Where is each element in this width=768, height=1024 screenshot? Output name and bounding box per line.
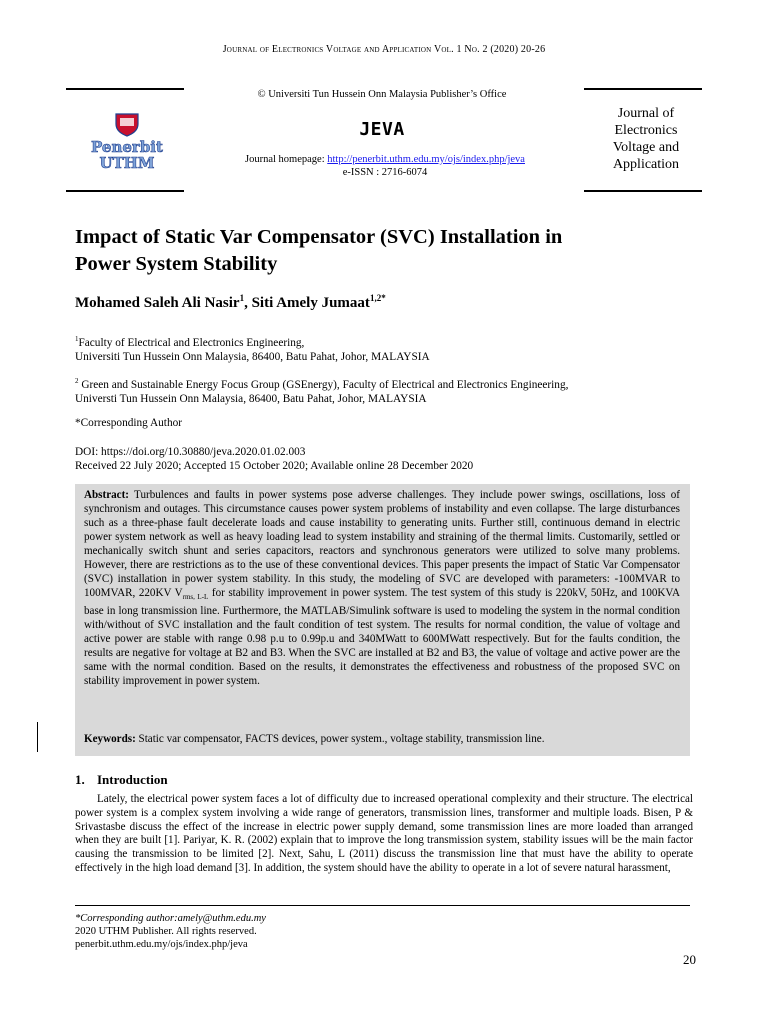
keywords-text: Static var compensator, FACTS devices, power system., voltage stability, transmission line. (135, 733, 545, 745)
journal-name-line: Voltage and (612, 140, 680, 155)
affil-line: Green and Sustainable Energy Focus Group (GSEnergy), Faculty of Electrical and Electronics Engineering, (78, 378, 569, 391)
abstract-text: Turbulences and faults in power systems pose adverse challenges. They include power swings, oscillations, loss of synchronism and outages. This circumstance causes power system problems of instability and even collapse. The large disturbances such as a three-phase fault decelerate loads and cause instability to generating units. Further still, continuous demand in electric power system network as well as heavy loading lead to system instability and straining of the thermal limits. Customarily, settled or mechanically switch shunt and series capacitors, reactors and synchronous generators were utilized to solve many problems. However, there are restrictions as to the use of these conventional devices. This paper presents the impact of Static Var Compensator (SVC) installation in power system stability. In this study, the modeling of SVC are developed with parameters: -100MVAR to 100MVAR, 220KV V (84, 489, 680, 599)
title-line: Impact of Static Var Compensator (SVC) Installation in (75, 226, 563, 248)
journal-name (592, 105, 700, 173)
abstract-subscript: rms, L-L (182, 593, 209, 602)
author-name: Siti Amely Jumaat (251, 295, 370, 311)
journal-name-line: Application (612, 157, 680, 172)
copyright: 2020 UTHM Publisher. All rights reserved. (75, 926, 257, 937)
footer-url: penerbit.uthm.edu.my/ojs/index.php/jeva (75, 939, 248, 950)
abstract-label: Abstract: (84, 489, 129, 501)
journal-name-line: Electronics (614, 123, 678, 138)
text-cursor (37, 722, 38, 752)
paragraph-text: Lately, the electrical power system faces a lot of difficulty due to increased operational complexity and their structure. The electrical power system is a complex system involving a wide range of generators, transmission lines, transformer and multiple loads. Bisen, P & Srivastasbe discuss the effect of the increase in electric power supply demand, some transmission lines are more loaded than arranged when they are built [1]. Pariyar, K. R. (2002) explain that to improve the long transmission system, stability issues will be the main factor causing the transmission to be limited [2]. Next, Sahu, L (2011) discuss the transmission line that must have the ability to operate effectively in the high load demand [3]. In addition, the system should have the ability to operate in a lot of severe natural harassment, (75, 793, 693, 874)
penerbit-uthm-logo (80, 112, 175, 174)
affiliation-1 (75, 332, 715, 364)
affiliation-2 (75, 374, 715, 406)
journal-name-line: Journal of (617, 106, 675, 121)
abstract (84, 488, 680, 688)
section-number: 1. (75, 772, 85, 787)
homepage-link[interactable]: http://penerbit.uthm.edu.my/ojs/index.php/jeva (327, 154, 525, 165)
section-heading (75, 772, 168, 788)
section-title: Introduction (97, 772, 168, 787)
header-rule-left-bottom (66, 190, 184, 192)
article-title (75, 224, 705, 278)
affil-line: Faculty of Electrical and Electronics Engineering, (78, 336, 305, 349)
header-rule-right-top (584, 88, 702, 90)
keywords (84, 733, 680, 745)
affil-mark: 2 (75, 377, 79, 385)
article-dates: Received 22 July 2020; Accepted 15 October 2020; Available online 28 December 2020 (75, 460, 474, 472)
title-line: Power System Stability (75, 253, 278, 275)
doi: DOI: https://doi.org/10.30880/jeva.2020.01.02.003 (75, 446, 306, 458)
corresponding-email: *Corresponding author:amely@uthm.edu.my (75, 913, 266, 924)
author-affil-mark: 1 (239, 293, 245, 303)
body-paragraph (75, 793, 693, 876)
affil-line: Universiti Tun Hussein Onn Malaysia, 86400, Batu Pahat, Johor, MALAYSIA (75, 350, 430, 363)
author-affil-mark: 1,2* (369, 293, 386, 303)
corresponding-author-note: *Corresponding Author (75, 417, 183, 429)
author-list (75, 293, 705, 312)
logo-text-line1: Penerbit (91, 138, 163, 156)
header-rule-right-bottom (584, 190, 702, 192)
page-number: 20 (683, 952, 696, 967)
header-rule-left-top (66, 88, 184, 90)
footnote (75, 912, 475, 951)
homepage-label: Journal homepage: (245, 154, 328, 165)
running-head: Journal of Electronics Voltage and Application Vol. 1 No. 2 (2020) 20-26 (222, 44, 546, 55)
keywords-label: Keywords: (84, 733, 136, 745)
eissn: e-ISSN : 2716-6074 (342, 167, 428, 178)
logo-text-line2: UTHM (99, 154, 155, 172)
abstract-text-cont: for stability improvement in power system. The test system of this study is 220kV, 50Hz, and 100KVA base in long transmission line. Furthermore, the MATLAB/Simulink software is used to modeling the system in the normal condition with/without of SVC installation and the fault condition of test system. The results for normal condition, the value of voltage and active power are stable with range 0.98 p.u to 0.99p.u and 340MWatt to 600MWatt respectively. But for the faults condition, the results are negative for voltage at B2 and B3. When the SVC are installed at B2 and B3, the value of voltage and active power are the same with the normal condition. Based on the results, it demonstrates the effectiveness and robustness of the proposed SVC on stability improvement in power system. (84, 587, 681, 688)
journal-homepage (205, 153, 565, 179)
author-name: Mohamed Saleh Ali Nasir (75, 295, 240, 311)
footnote-rule (75, 905, 690, 906)
affil-mark: 1 (75, 335, 79, 343)
publisher-office: © Universiti Tun Hussein Onn Malaysia Publisher’s Office (257, 89, 507, 100)
journal-abbreviation: JEVA (359, 119, 405, 140)
affil-line: Universti Tun Hussein Onn Malaysia, 86400, Batu Pahat, Johor, MALAYSIA (75, 392, 427, 405)
author-separator: , (244, 295, 252, 311)
